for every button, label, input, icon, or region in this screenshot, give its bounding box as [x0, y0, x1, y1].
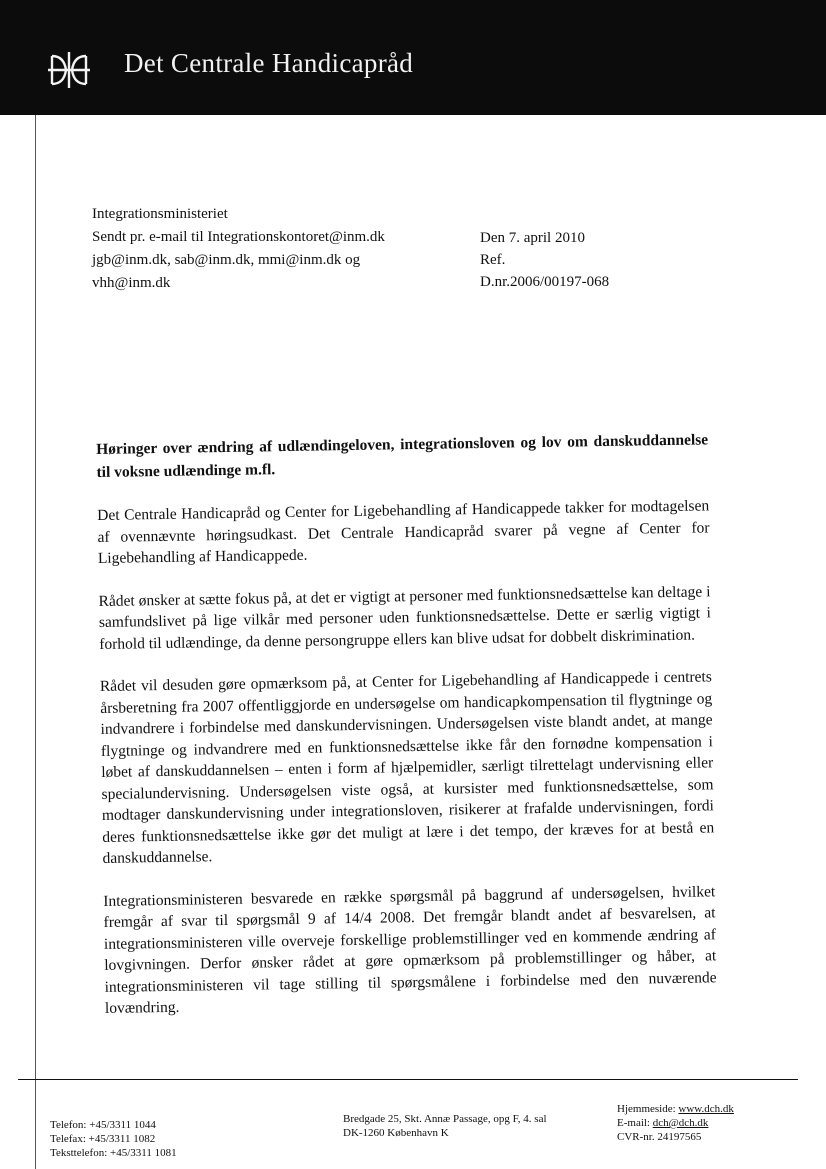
letter-paragraph: Integrationsministeren besvarede en række spørgsmål på baggrund af undersøgelsen, hvilket fremgår af svar til spørgsmål 9 af 14/4 2008. Det fremgår blandt andet af besvarelsen, at integrationsministeren ville overveje forskellige problemstillinger ved en kommende ændring af lovgivningen. Derfor ønsker rådet at gøre opmærksom på problemstillinger og håber, at integrationsministeren vil tage stilling til spørgsmålene i forbindelse med den nuværende lovændring. — [103, 882, 717, 1017]
letter-paragraph: Rådet ønsker at sætte fokus på, at det er vigtigt at personer med funktionsnedsættelse kan deltage i samfundslivet på lige vilkår med personer uden funktionsnedsættelse. Dette er særlig vigtigt i forhold til udlændinge, da denne persongruppe ellers kan blive udsat for dobbelt diskrimination. — [98, 582, 711, 653]
recipient-line: Sendt pr. e-mail til Integrationskontoret@inm.dk — [92, 229, 385, 245]
organization-name: Det Centrale Handicapråd — [124, 48, 414, 78]
letter-title: Høringer over ændring af udlændingeloven, integrationsloven og lov om danskuddannelse til voksne udlændinge m.fl. — [96, 431, 709, 481]
footer-address-line: Bredgade 25, Skt. Annæ Passage, opg F, 4. sal — [343, 1113, 547, 1125]
letter-date: Den 7. april 2010 — [480, 230, 585, 246]
recipient-line: jgb@inm.dk, sab@inm.dk, mmi@inm.dk og — [92, 252, 361, 268]
recipient-line: Integrationsministeriet — [92, 206, 228, 222]
letter-meta — [480, 227, 609, 293]
letter-body — [96, 428, 717, 1040]
email-label: E-mail: — [617, 1117, 650, 1129]
footer-address — [343, 1112, 547, 1140]
homepage-label: Hjemmeside: — [617, 1103, 676, 1115]
letter-ref: Ref. — [480, 252, 506, 268]
homepage-link[interactable]: www.dch.dk — [678, 1103, 734, 1115]
recipient-line: vhh@inm.dk — [92, 275, 171, 291]
footer-web — [617, 1102, 734, 1144]
footer-cvr: CVR-nr. 24197565 — [617, 1131, 702, 1143]
footer-email — [617, 1116, 734, 1130]
footer-contact-phones — [50, 1118, 177, 1160]
letter-paragraph: Det Centrale Handicapråd og Center for Ligebehandling af Handicappede takker for modtagelsen af ovennævnte høringsudkast. Det Centrale Handicapråd svarer på vegne af Center for Ligebehandling af Handicappede. — [97, 497, 710, 567]
recipient-address — [92, 203, 472, 295]
footer-homepage — [617, 1102, 734, 1116]
letterhead-banner — [0, 0, 826, 115]
footer-textphone: Teksttelefon: +45/3311 1081 — [50, 1147, 177, 1159]
email-link[interactable]: dch@dch.dk — [652, 1117, 709, 1129]
dch-logo-icon — [44, 50, 94, 90]
footer-phone: Telefon: +45/3311 1044 — [50, 1119, 156, 1131]
footer-fax: Telefax: +45/3311 1082 — [50, 1133, 156, 1145]
footer-address-line: DK-1260 København K — [343, 1127, 449, 1139]
letter-paragraph: Rådet vil desuden gøre opmærksom på, at Center for Ligebehandling af Handicappede i centrets årsberetning fra 2007 offentliggjorde en undersøgelse om handicapkompensation til flygtninge og indvandrere i forbindelse med danskundervisningen. Undersøgelsen viste blandt andet, at mange flygtninge og indvandrere med en funktionsnedsættelse ikke får den fornødne kompensation i løbet af danskuddannelsen – enten i form af hjælpemidler, særligt tilrettelagt undervisning eller specialundervisning. Undersøgelsen viste også, at kursister med funktionsnedsættelse, som modtager danskundervisning under integrationsloven, risikerer at frafalde undervisningen, fordi deres funktionsnedsættelse ikke gør det muligt at lære i det tempo, der kræves for at bestå en danskuddannelse. — [99, 668, 715, 867]
left-margin-line — [35, 115, 36, 1169]
letter-dnr: D.nr.2006/00197-068 — [480, 274, 610, 290]
footer-divider — [18, 1079, 798, 1080]
